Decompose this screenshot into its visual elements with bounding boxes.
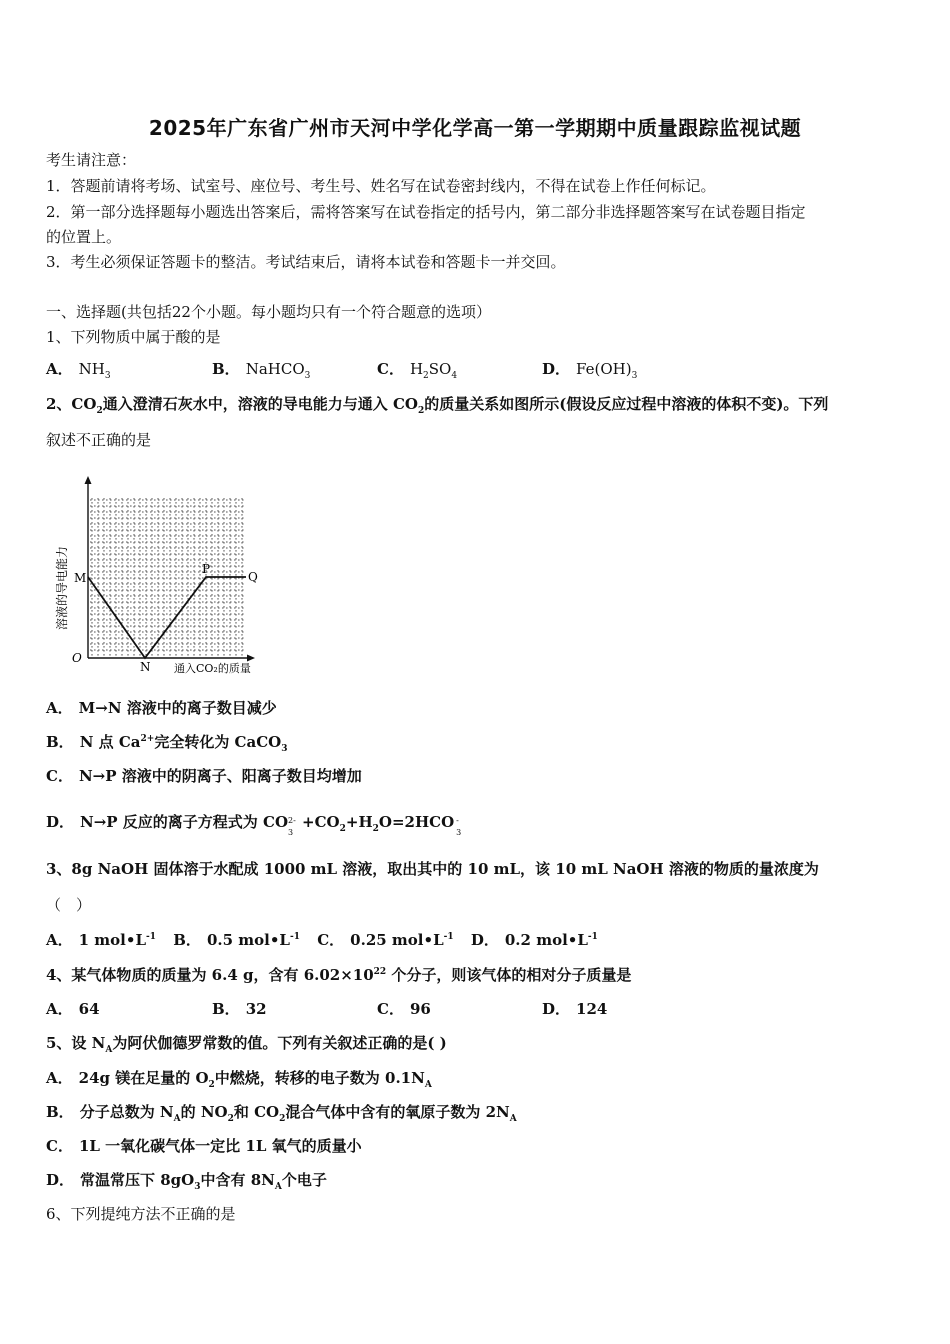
notice-item: 的位置上。 bbox=[46, 228, 122, 246]
question-3-options: A． 1 $mol•L^{-1}$ B． 0.5 $mol•L^{-1}$ C． 0.25 $mol•L^{-1}$ D． 0.2 $mol•L^{-1}$ bbox=[46, 931, 598, 949]
y-axis-label: 溶液的导电能力 bbox=[55, 545, 69, 630]
notice-item: 3．考生必须保证答题卡的整洁。考试结束后，请将本试卷和答题卡一并交回。 bbox=[46, 253, 566, 271]
x-axis-arrow-icon bbox=[247, 655, 255, 662]
question-2-option-d: D． N→P 反应的离子方程式为 CO 2- 3 $+CO_2+H_2O=2HCO$ - 3 bbox=[46, 813, 462, 837]
notice-item: 2．第一部分选择题每小题选出答案后，需将答案写在试卷指定的括号内，第二部分非选择题答案写在试卷题目指定 bbox=[46, 203, 806, 221]
question-5-option-b: B． 分子总数为 $N_A$的 $NO_2$和 $CO_2$混合气体中含有的氧原子数为 $2N_A$ bbox=[46, 1103, 517, 1124]
question-1-option-a: A． $NH_3$ bbox=[46, 360, 111, 381]
question-2-option-a: A． M→N 溶液中的离子数目减少 bbox=[46, 699, 277, 717]
question-1-stem: 1、下列物质中属于酸的是 bbox=[46, 328, 221, 346]
notice-heading: 考生请注意： bbox=[46, 151, 137, 169]
question-5-option-a: A． 24g 镁在足量的 $O_2$中燃烧，转移的电子数为 $0.1N_A$ bbox=[46, 1069, 432, 1090]
question-3-paren: （ ） bbox=[46, 896, 92, 914]
point-p-label: P bbox=[202, 562, 211, 576]
question-5-option-c: C． 1L 一氧化碳气体一定比 1L 氧气的质量小 bbox=[46, 1137, 362, 1155]
section-heading: 一、选择题(共包括22个小题。每小题均只有一个符合题意的选项） bbox=[46, 303, 491, 321]
question-6-stem: 6、下列提纯方法不正确的是 bbox=[46, 1205, 236, 1223]
question-1-option-c: C． $H_2SO_4$ bbox=[377, 360, 458, 381]
question-1-option-b: B． NaHCO$_3$ bbox=[212, 360, 311, 381]
exam-title: 2025年广东省广州市天河中学化学高一第一学期期中质量跟踪监视试题 bbox=[148, 116, 802, 140]
question-2-option-c: C． N→P 溶液中的阴离子、阳离子数目均增加 bbox=[46, 767, 362, 785]
y-axis-arrow-icon bbox=[85, 476, 92, 484]
point-n-label: N bbox=[140, 660, 151, 674]
x-axis-label: 通入CO₂的质量 bbox=[174, 662, 251, 675]
question-5-option-d: D． 常温常压下 $8gO_3$中含有 $8N_A$个电子 bbox=[46, 1171, 327, 1192]
question-2-stem-cont: 叙述不正确的是 bbox=[46, 431, 152, 449]
question-2-option-b: B． N 点 $Ca^{2+}$完全转化为 CaCO$_3$ bbox=[46, 733, 288, 754]
question-2-stem: 2、$CO_2$通入澄清石灰水中，溶液的导电能力与通入 $CO_2$的质量关系如图所示(假设反应过程中溶液的体积不变)。下列 bbox=[46, 395, 829, 416]
notice-item: 1．答题前请将考场、试室号、座位号、考生号、姓名写在试卷密封线内，不得在试卷上作任何标记。 bbox=[46, 177, 716, 195]
question-1-option-d: D． $Fe(OH)_3$ bbox=[542, 360, 638, 381]
question-4-option-a: A． 64 bbox=[46, 1000, 100, 1018]
question-5-stem: 5、设 $N_A$为阿伏伽德罗常数的值。下列有关叙述正确的是( ) bbox=[46, 1034, 447, 1055]
conductivity-chart bbox=[46, 470, 276, 680]
point-q-label: Q bbox=[248, 570, 258, 584]
question-3-stem: 3、8g NaOH 固体溶于水配成 1000 mL 溶液，取出其中的 10 mL，该 10 mL NaOH 溶液的物质的量浓度为 bbox=[46, 860, 819, 878]
origin-label: O bbox=[72, 651, 82, 665]
conductivity-curve bbox=[88, 577, 246, 658]
point-m-label: M bbox=[74, 571, 87, 585]
question-4-stem: 4、某气体物质的质量为 6.4 g，含有 $6.02\times 10^{22}$ 个分子，则该气体的相对分子质量是 bbox=[46, 966, 632, 984]
question-4-option-d: D． 124 bbox=[542, 1000, 608, 1018]
question-4-option-c: C． 96 bbox=[377, 1000, 431, 1018]
question-4-option-b: B． 32 bbox=[212, 1000, 267, 1018]
